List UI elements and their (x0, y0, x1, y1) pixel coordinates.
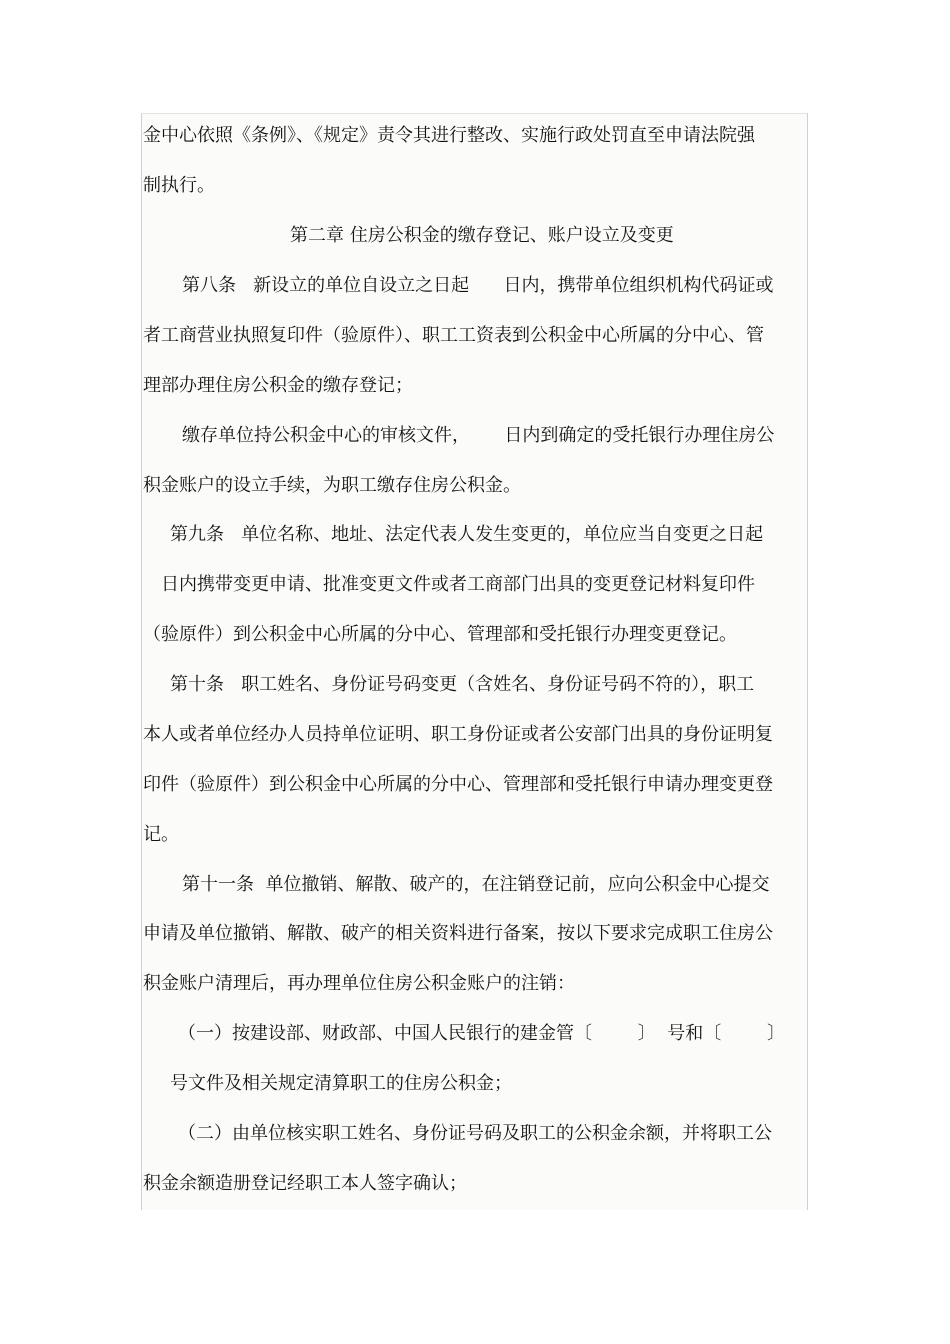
text-line: 者工商营业执照复印件（验原件）、职工工资表到公积金中心所属的分中心、管 (143, 325, 764, 346)
article-9-line: 第九条 单位名称、地址、法定代表人发生变更的，单位应当自变更之日起 (170, 524, 764, 545)
text-line: 号文件及相关规定清算职工的住房公积金； (170, 1073, 512, 1094)
article-11-line: 第十一条 单位撤销、解散、破产的，在注销登记前，应向公积金中心提交 (182, 874, 770, 895)
text-line: 记。 (143, 824, 179, 845)
chapter-heading: 第二章 住房公积金的缴存登记、账户设立及变更 (290, 225, 674, 246)
text-line: 积金余额造册登记经职工本人签字确认； (143, 1173, 467, 1194)
text-line: 日内携带变更申请、批准变更文件或者工商部门出具的变更登记材料复印件 (161, 574, 755, 595)
text-line: 本人或者单位经办人员持单位证明、职工身份证或者公安部门出具的身份证明复 (143, 724, 773, 745)
text-line: 积金账户清理后，再办理单位住房公积金账户的注销： (143, 973, 575, 994)
list-item-2-line: （二）由单位核实职工姓名、身份证号码及职工的公积金余额，并将职工公 (178, 1123, 772, 1144)
text-line: 积金账户的设立手续，为职工缴存住房公积金。 (143, 475, 521, 496)
list-item-1-line: （一）按建设部、财政部、中国人民银行的建金管〔 〕 号和〔 〕 (178, 1023, 785, 1044)
text-line: 金中心依照《条例》、《规定》责令其进行整改、实施行政处罚直至申请法院强 (143, 125, 755, 146)
text-line: 制执行。 (143, 175, 215, 196)
article-10-line: 第十条 职工姓名、身份证号码变更（含姓名、身份证号码不符的），职工 (170, 674, 755, 695)
article-8-line: 第八条 新设立的单位自设立之日起 日内，携带单位组织机构代码证或 (182, 275, 774, 296)
text-line: （验原件）到公积金中心所属的分中心、管理部和受托银行办理变更登记。 (143, 624, 737, 645)
text-line: 理部办理住房公积金的缴存登记； (143, 375, 413, 396)
text-line: 申请及单位撤销、解散、破产的相关资料进行备案，按以下要求完成职工住房公 (143, 923, 773, 944)
text-line: 缴存单位持公积金中心的审核文件， 日内到确定的受托银行办理住房公 (182, 425, 775, 446)
text-line: 印件（验原件）到公积金中心所属的分中心、管理部和受托银行申请办理变更登 (143, 774, 773, 795)
